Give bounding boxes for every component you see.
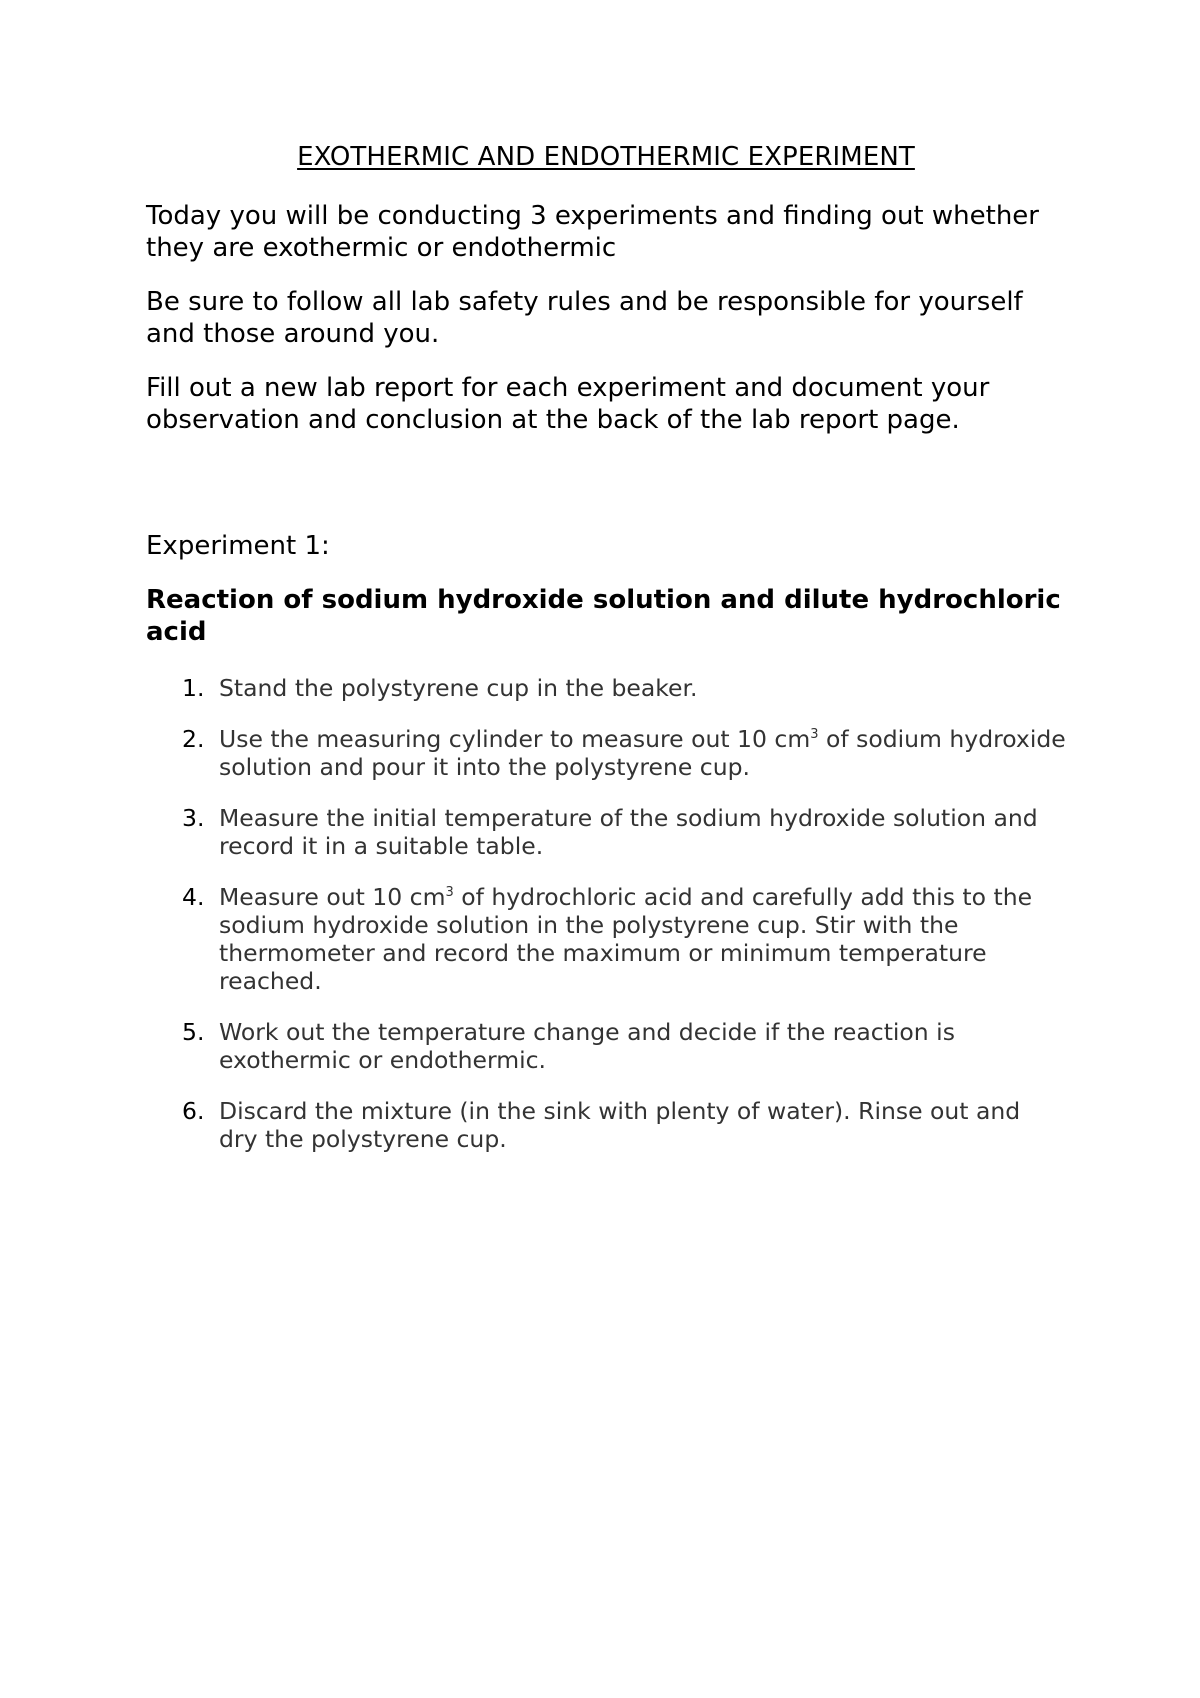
step-text-part: Measure out 10 cm [219, 883, 446, 911]
step-text-part: of sodium hydroxide solution and pour it into the polystyrene cup. [219, 725, 1066, 781]
intro-paragraph-2: Be sure to follow all lab safety rules and be responsible for yourself and those around you. [146, 287, 1023, 349]
document-title: EXOTHERMIC AND ENDOTHERMIC EXPERIMENT [297, 142, 915, 172]
procedure-steps-list [146, 674, 1066, 1153]
procedure-step-4 [146, 883, 1066, 995]
procedure-step-2 [146, 725, 1066, 781]
step-text: Discard the mixture (in the sink with plenty of water). Rinse out and dry the polystyrene cup. [219, 1097, 1021, 1153]
experiment-heading: Reaction of sodium hydroxide solution and dilute hydrochloric acid [146, 585, 1061, 647]
step-number: 4. [182, 883, 205, 911]
procedure-step-5 [146, 1018, 1066, 1074]
step-text [219, 883, 1032, 995]
intro-paragraph-3: Fill out a new lab report for each experiment and document your observation and conclusion at the back of the lab report page. [146, 373, 990, 435]
procedure-step-1 [146, 674, 1066, 702]
document-body [146, 140, 1066, 1176]
procedure-step-6 [146, 1097, 1066, 1153]
superscript-exponent: 3 [810, 727, 819, 743]
step-text: Measure the initial temperature of the sodium hydroxide solution and record it in a suitable table. [219, 804, 1038, 860]
step-number: 3. [182, 804, 205, 832]
step-number: 1. [182, 674, 205, 702]
step-text-part: Use the measuring cylinder to measure out 10 cm [219, 725, 811, 753]
step-text-part: of hydrochloric acid and carefully add this to the sodium hydroxide solution in the polystyrene cup. Stir with the thermometer and record the maximum or minimum temperature reached. [219, 883, 1033, 995]
step-text: Stand the polystyrene cup in the beaker. [219, 674, 698, 702]
intro-paragraph-1: Today you will be conducting 3 experiments and finding out whether they are exothermic or endothermic [146, 201, 1039, 263]
step-text: Work out the temperature change and decide if the reaction is exothermic or endothermic. [219, 1018, 955, 1074]
experiment-label: Experiment 1: [146, 531, 330, 561]
step-text [219, 725, 1066, 781]
step-number: 6. [182, 1097, 205, 1125]
superscript-exponent: 3 [445, 885, 454, 901]
step-number: 2. [182, 725, 205, 753]
step-number: 5. [182, 1018, 205, 1046]
blank-space [146, 458, 1066, 530]
procedure-step-3 [146, 804, 1066, 860]
